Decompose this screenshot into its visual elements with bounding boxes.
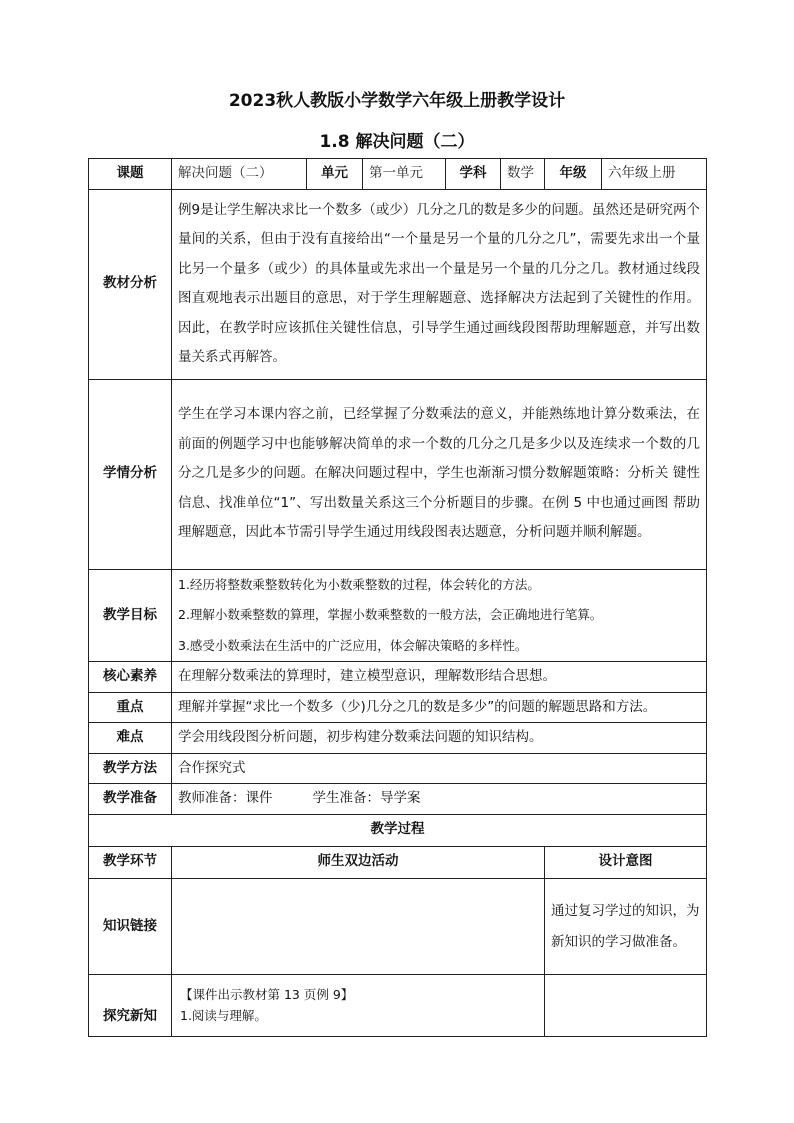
- method-label: 教学方法: [89, 753, 172, 784]
- intent-column-header: 设计意图: [545, 846, 707, 878]
- core-literacy-text: 在理解分数乘法的算理时，建立模型意识，理解数形结合思想。: [172, 662, 707, 693]
- process-activity: [172, 878, 545, 974]
- lesson-plan-table: [88, 158, 707, 1037]
- preparation-text: [172, 784, 707, 815]
- difficulty-row: [89, 723, 707, 754]
- difficulty-text: 学会用线段图分析问题，初步构建分数乘法问题的知识结构。: [172, 723, 707, 754]
- teaching-goals-label: 教学目标: [89, 569, 172, 662]
- core-literacy-label: 核心素养: [89, 662, 172, 693]
- difficulty-label: 难点: [89, 723, 172, 754]
- process-intent: 通过复习学过的知识，为新知识的学习做准备。: [545, 878, 707, 974]
- stage-column-header: 教学环节: [89, 846, 172, 878]
- method-row: [89, 753, 707, 784]
- teaching-goals-list: [172, 569, 707, 662]
- process-heading-row: [89, 814, 707, 846]
- grade-label: 年级: [545, 159, 602, 190]
- process-heading: 教学过程: [89, 814, 707, 846]
- process-stage: 探究新知: [89, 974, 172, 1036]
- topic-label: 课题: [89, 159, 172, 190]
- key-point-text: 理解并掌握“求比一个数多（少)几分之几的数是多少”的问题的解题思路和方法。: [172, 692, 707, 723]
- preparation-label: 教学准备: [89, 784, 172, 815]
- goal-item: 3.感受小数乘法在生活中的广泛应用，体会解决策略的多样性。: [178, 637, 528, 653]
- goal-item: 1.经历将整数乘整数转化为小数乘整数的过程，体会转化的方法。: [178, 576, 540, 592]
- subject-label: 学科: [446, 159, 501, 190]
- subject-value: 数学: [501, 159, 545, 190]
- material-analysis-text: 例9是让学生解决求比一个数多（或少）几分之几的数是多少的问题。虽然还是研究两个量间的关系，但由于没有直接给出“一个量是另一个量的几分之几”，需要先求出一个量比另一个量多（或少）的具体量或先求出一个量是另一个量的几分之几。教材通过线段图直观地表示出题目的意思，对于学生理解题意、选择解决方法起到了关键性的作用。因此，在教学时应该抓住关键性信息，引导学生通过画线段图帮助理解题意，并写出数量关系式再解答。: [172, 189, 707, 379]
- teaching-goals-row: [89, 569, 707, 662]
- topic-value: 解决问题（二）: [172, 159, 307, 190]
- unit-label: 单元: [307, 159, 363, 190]
- material-analysis-row: [89, 189, 707, 379]
- key-point-label: 重点: [89, 692, 172, 723]
- activity-column-header: 师生双边活动: [172, 846, 545, 878]
- key-point-row: [89, 692, 707, 723]
- teacher-preparation: 教师准备：课件: [178, 790, 273, 806]
- document-title: 2023秋人教版小学数学六年级上册教学设计: [228, 91, 566, 111]
- process-columns-row: [89, 846, 707, 878]
- method-text: 合作探究式: [172, 753, 707, 784]
- process-row: [89, 974, 707, 1036]
- process-stage: 知识链接: [89, 878, 172, 974]
- student-analysis-label: 学情分析: [89, 379, 172, 569]
- header-row: [89, 159, 707, 190]
- process-activity: [172, 974, 545, 1036]
- student-preparation: 学生准备：导学案: [312, 790, 421, 806]
- activity-line: 1.阅读与理解。: [180, 1008, 267, 1023]
- student-analysis-row: [89, 379, 707, 569]
- process-intent: [545, 974, 707, 1036]
- student-analysis-text: 学生在学习本课内容之前，已经掌握了分数乘法的意义，并能熟练地计算分数乘法，在前面的例题学习中也能够解决简单的求一个数的几分之几是多少以及连续求一个数的几分之几是多少的问题。在解决问题过程中，学生也渐渐习惯分数解题策略：分析关 键性信息、找准单位“1”、写出数量关系这三个分析题目的步骤。在例 5 中也通过画图 帮助理解题意，因此本节需引导学生通过用线段图表达题意，分析问题并顺利解题。: [172, 379, 707, 569]
- preparation-row: [89, 784, 707, 815]
- core-literacy-row: [89, 662, 707, 693]
- unit-value: 第一单元: [363, 159, 446, 190]
- grade-value: 六年级上册: [602, 159, 707, 190]
- lesson-subtitle: 1.8 解决问题（二）: [319, 132, 475, 152]
- process-row: [89, 878, 707, 974]
- material-analysis-label: 教材分析: [89, 189, 172, 379]
- goal-item: 2.理解小数乘整数的算理，掌握小数乘整数的一般方法，会正确地进行笔算。: [178, 607, 603, 622]
- activity-line: 【课件出示教材第 13 页例 9】: [180, 987, 354, 1002]
